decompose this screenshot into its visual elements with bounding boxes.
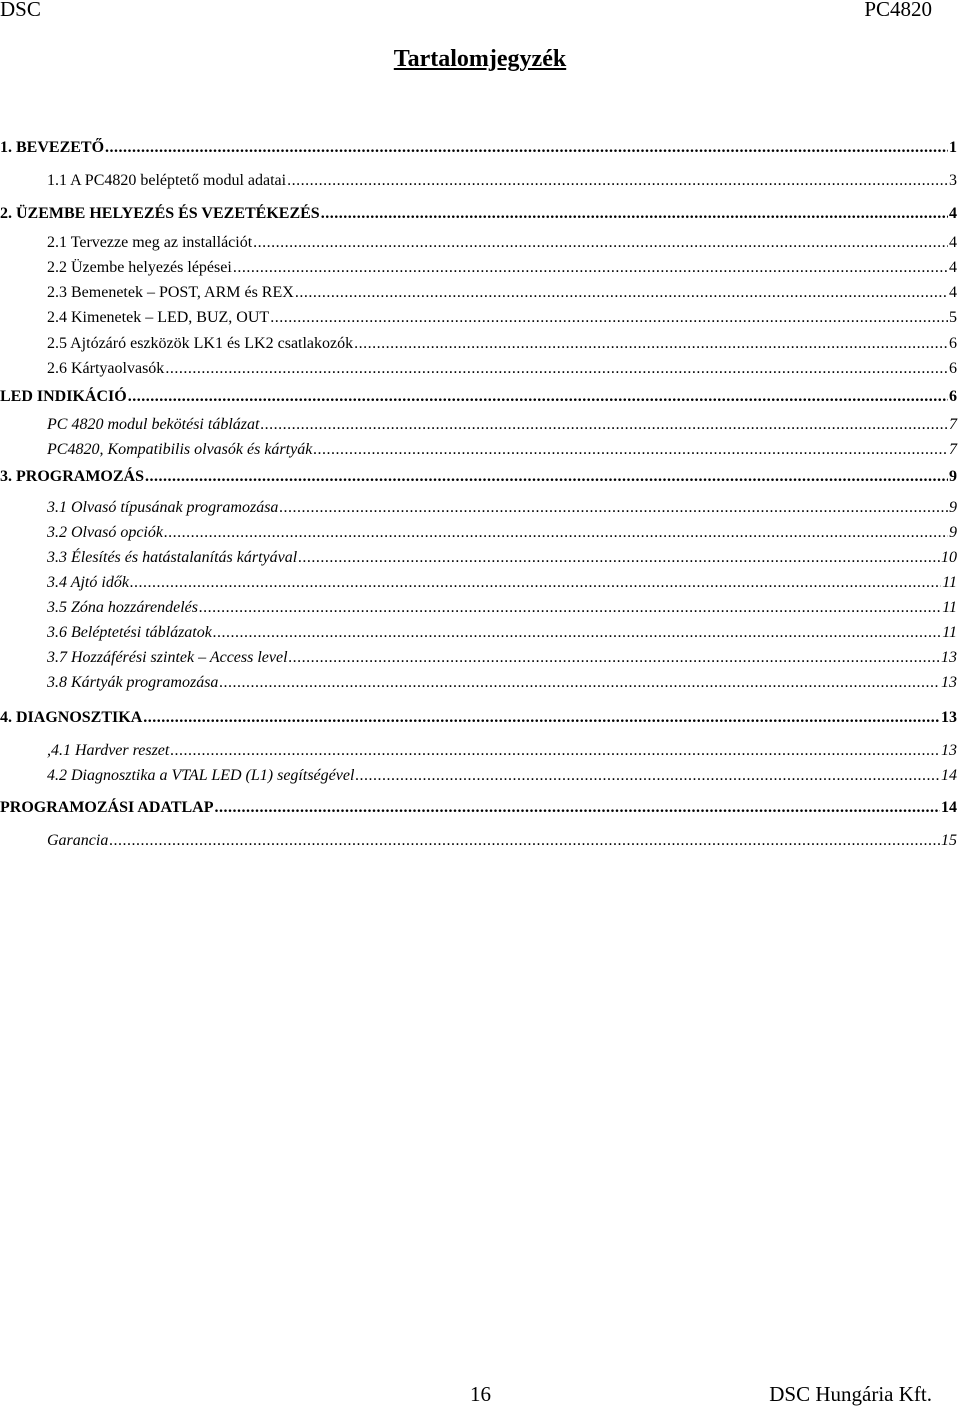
toc-entry[interactable] (47, 333, 957, 355)
toc-dot-leader (321, 203, 948, 225)
header-left: DSC (0, 0, 41, 21)
toc-entry-label: 1.1 A PC4820 beléptető modul adatai (47, 172, 287, 189)
toc-dot-leader (105, 137, 948, 159)
toc-entry-label: 3.3 Élesítés és hatástalanítás kártyával (47, 549, 298, 566)
toc-entry-page: 11 (942, 574, 957, 591)
toc-entry[interactable] (47, 765, 957, 787)
toc-entry[interactable] (47, 414, 957, 436)
footer-page-number: 16 (470, 1382, 491, 1406)
toc-dot-leader (260, 414, 948, 436)
toc-dot-leader (128, 386, 948, 408)
toc-entry-label: PC 4820 modul bekötési táblázat (47, 416, 260, 433)
toc-dot-leader (313, 439, 948, 461)
toc-entry[interactable] (47, 672, 957, 694)
toc-dot-leader (213, 622, 941, 644)
toc-entry-page: 6 (949, 335, 957, 352)
toc-entry-label: 1. BEVEZETŐ (0, 139, 105, 156)
toc-entry[interactable] (47, 830, 957, 852)
toc-dot-leader (165, 358, 948, 380)
toc-entry-page: 14 (941, 767, 957, 784)
toc-entry-label: 4.2 Diagnosztika a VTAL LED (L1) segítségével (47, 767, 355, 784)
toc-entry[interactable] (47, 307, 957, 329)
toc-entry-label: 3.1 Olvasó típusának programozása (47, 499, 279, 516)
toc-entry-page: 13 (941, 709, 957, 726)
toc-entry-page: 7 (949, 416, 957, 433)
toc-entry[interactable] (47, 282, 957, 304)
toc-entry-page: 13 (941, 742, 957, 759)
toc-entry-page: 4 (949, 205, 957, 222)
toc-dot-leader (233, 257, 948, 279)
toc-entry-page: 11 (942, 624, 957, 641)
toc-entry-label: LED INDIKÁCIÓ (0, 388, 127, 405)
toc-entry[interactable] (47, 522, 957, 544)
toc-dot-leader (143, 707, 940, 729)
toc-entry-page: 4 (949, 234, 957, 251)
toc-entry-page: 6 (949, 388, 957, 405)
toc-entry-label: 2.6 Kártyaolvasók (47, 360, 165, 377)
toc-entry[interactable] (0, 386, 957, 408)
toc-entry-label: 2.2 Üzembe helyezés lépései (47, 259, 232, 276)
footer-company: DSC Hungária Kft. (769, 1382, 932, 1406)
toc-entry-label: Garancia (47, 832, 109, 849)
toc-entry-label: 3.6 Beléptetési táblázatok (47, 624, 212, 641)
toc-entry-label: 2.5 Ajtózáró eszközök LK1 és LK2 csatlakozók (47, 335, 354, 352)
toc-entry-page: 1 (949, 139, 957, 156)
toc-entry[interactable] (47, 547, 957, 569)
toc-dot-leader (219, 672, 940, 694)
toc-dot-leader (354, 333, 948, 355)
toc-entry[interactable] (0, 797, 957, 819)
toc-entry[interactable] (47, 497, 957, 519)
toc-entry-page: 9 (949, 524, 957, 541)
toc-entry[interactable] (0, 203, 957, 225)
toc-dot-leader (170, 740, 940, 762)
toc-entry-page: 13 (941, 674, 957, 691)
toc-entry[interactable] (47, 170, 957, 192)
toc-entry-label: PC4820, Kompatibilis olvasók és kártyák (47, 441, 313, 458)
toc-entry[interactable] (47, 572, 957, 594)
toc-entry[interactable] (0, 137, 957, 159)
toc-entry-page: 15 (941, 832, 957, 849)
toc-entry-label: 3.2 Olvasó opciók (47, 524, 163, 541)
toc-entry[interactable] (0, 707, 957, 729)
header-right: PC4820 (864, 0, 932, 21)
toc-entry[interactable] (47, 740, 957, 762)
toc-dot-leader (109, 830, 940, 852)
toc-dot-leader (130, 572, 941, 594)
toc-entry-label: 2.1 Tervezze meg az installációt (47, 234, 253, 251)
toc-entry-label: 2. ÜZEMBE HELYEZÉS ÉS VEZETÉKEZÉS (0, 205, 320, 222)
toc-entry-page: 11 (942, 599, 957, 616)
toc-entry[interactable] (0, 466, 957, 488)
toc-dot-leader (298, 547, 940, 569)
toc-entry-label: 3. PROGRAMOZÁS (0, 468, 144, 485)
toc-entry-page: 4 (949, 284, 957, 301)
toc-entry-label: 3.4 Ajtó idők (47, 574, 129, 591)
toc-entry[interactable] (47, 647, 957, 669)
toc-entry-label: 3.8 Kártyák programozása (47, 674, 219, 691)
toc-entry[interactable] (47, 232, 957, 254)
toc-entry[interactable] (47, 597, 957, 619)
toc-entry[interactable] (47, 257, 957, 279)
toc-dot-leader (164, 522, 948, 544)
toc-dot-leader (279, 497, 948, 519)
toc-entry-label: ,4.1 Hardver reszet (47, 742, 170, 759)
toc-entry-page: 13 (941, 649, 957, 666)
toc-entry-page: 6 (949, 360, 957, 377)
toc-entry-page: 3 (949, 172, 957, 189)
toc-entry-page: 14 (941, 799, 957, 816)
toc-dot-leader (287, 170, 948, 192)
toc-entry-label: 2.3 Bemenetek – POST, ARM és REX (47, 284, 294, 301)
toc-entry[interactable] (47, 622, 957, 644)
toc-entry-page: 9 (949, 468, 957, 485)
toc-entry[interactable] (47, 439, 957, 461)
toc-entry-label: 4. DIAGNOSZTIKA (0, 709, 143, 726)
toc-entry-label: PROGRAMOZÁSI ADATLAP (0, 799, 214, 816)
toc-entry-page: 7 (949, 441, 957, 458)
toc-entry-page: 5 (949, 309, 957, 326)
toc-dot-leader (215, 797, 941, 819)
toc-entry-label: 3.5 Zóna hozzárendelés (47, 599, 198, 616)
toc-entry-label: 2.4 Kimenetek – LED, BUZ, OUT (47, 309, 270, 326)
toc-dot-leader (145, 466, 948, 488)
page-title: Tartalomjegyzék (393, 46, 567, 72)
toc-dot-leader (289, 647, 940, 669)
toc-entry-page: 10 (941, 549, 957, 566)
toc-dot-leader (253, 232, 948, 254)
toc-dot-leader (199, 597, 941, 619)
toc-dot-leader (270, 307, 948, 329)
toc-dot-leader (295, 282, 948, 304)
toc-entry-label: 3.7 Hozzáférési szintek – Access level (47, 649, 288, 666)
toc-entry-page: 9 (949, 499, 957, 516)
toc-dot-leader (355, 765, 940, 787)
toc-entry[interactable] (47, 358, 957, 380)
toc-entry-page: 4 (949, 259, 957, 276)
